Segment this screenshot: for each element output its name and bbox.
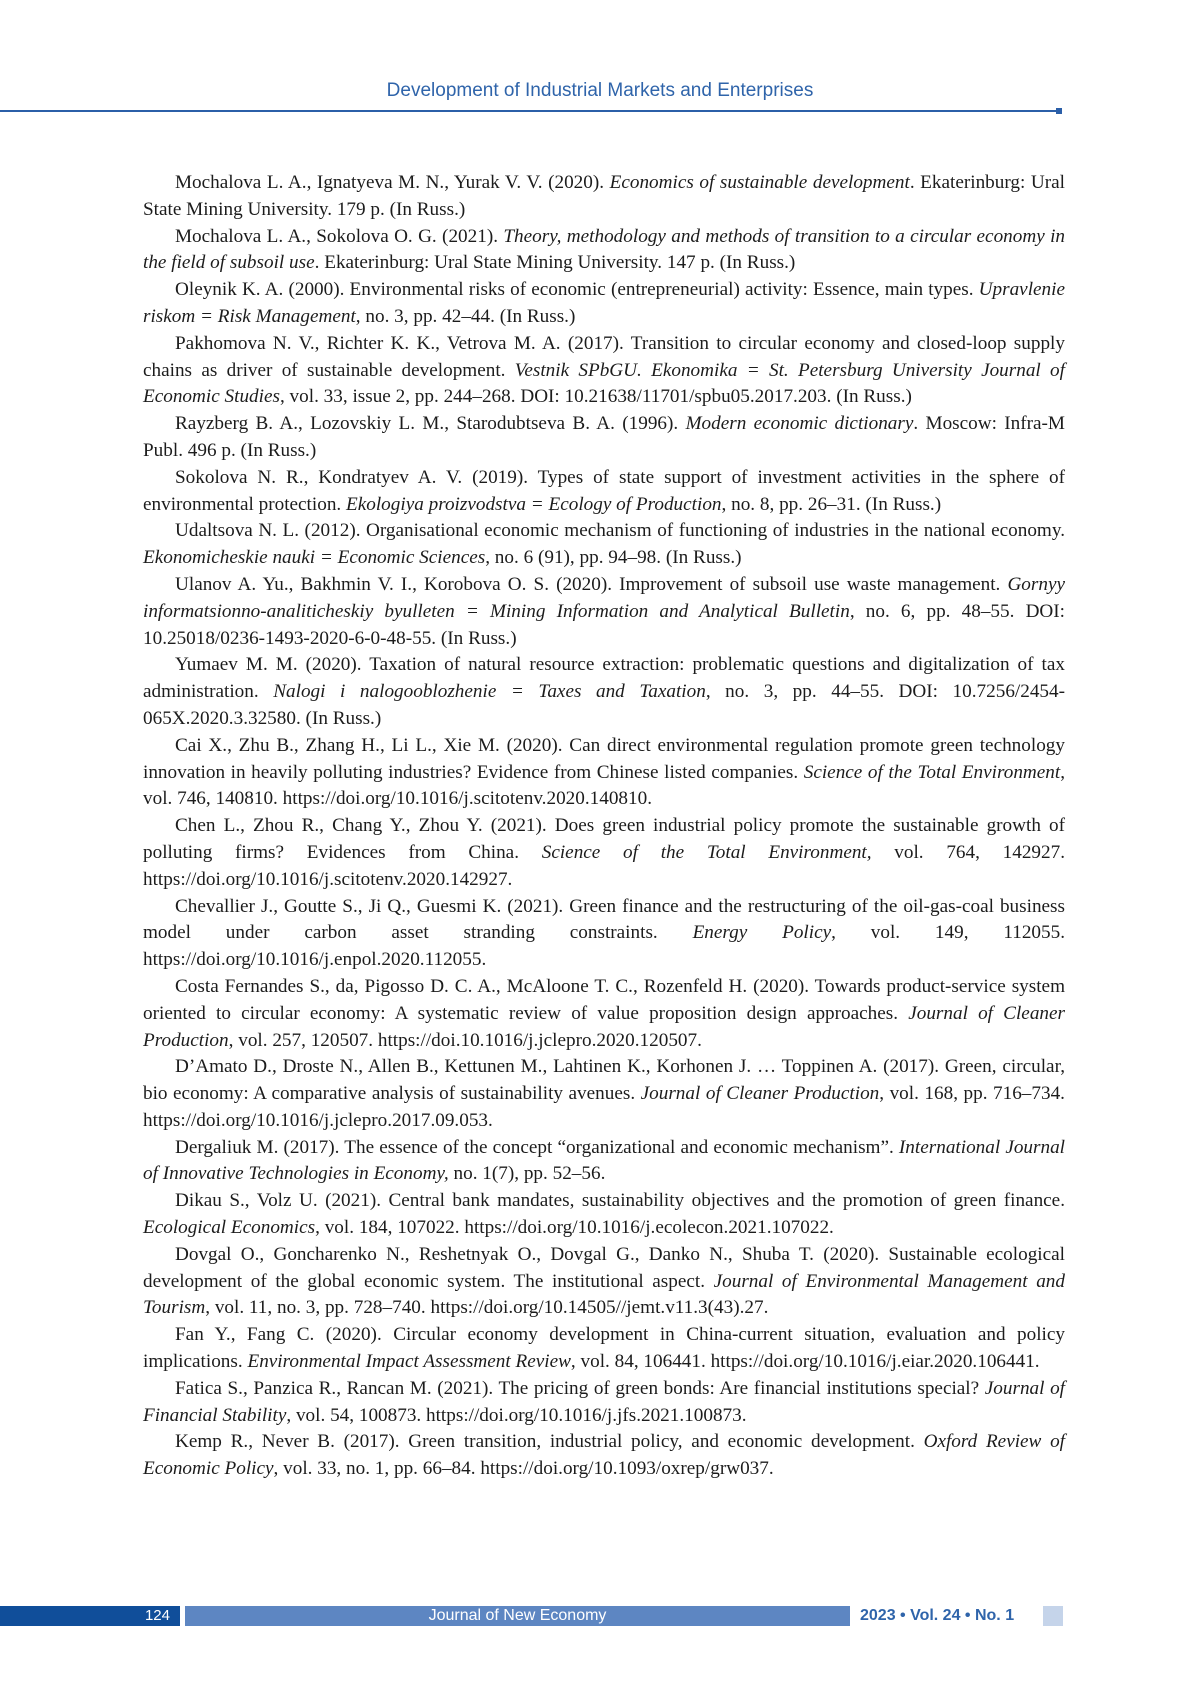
footer-left-bar	[0, 1606, 180, 1626]
reference-text: , vol. 33, no. 1, pp. 66–84. https://doi.org/10.1093/oxrep/grw037.	[273, 1458, 774, 1480]
reference-text: , vol. 746, 140810. https://doi.org/10.1016/j.scitotenv.2020.140810.	[143, 761, 1066, 810]
reference-source-title: Vestnik SPbGU. Ekonomika = St. Petersburg University Journal of Economic Studies	[143, 359, 1065, 408]
reference-source-title: Nalogi i nalogooblozhenie = Taxes and Taxation	[273, 681, 706, 703]
reference-entry	[143, 1135, 1065, 1189]
reference-text: , vol. 168, pp. 716–734. https://doi.org/10.1016/j.jclepro.2017.09.053.	[143, 1083, 1065, 1131]
reference-entry	[143, 1188, 1065, 1242]
reference-text: , vol. 257, 120507. https://doi.10.1016/j.jclepro.2020.120507.	[228, 1029, 702, 1051]
reference-text: , no. 3, pp. 44–55. DOI: 10.7256/2454-065X.2020.3.32580. (In Russ.)	[143, 681, 1066, 729]
reference-text: , vol. 54, 100873. https://doi.org/10.1016/j.jfs.2021.100873.	[286, 1404, 747, 1426]
reference-entry	[143, 277, 1065, 331]
reference-text: Yumaev M. M. (2020). Taxation of natural resource extraction: problematic questions and digitalization of tax administration.	[143, 654, 1065, 703]
running-header: Development of Industrial Markets and Enterprises	[386, 80, 814, 101]
reference-source-title: Gornyy informatsionno-analiticheskiy byulleten = Mining Information and Analytical Bulletin	[143, 573, 1065, 622]
reference-text: Fatica S., Panzica R., Rancan M. (2021). The pricing of green bonds: Are financial institutions special?	[175, 1377, 985, 1399]
reference-text: , vol. 184, 107022. https://doi.org/10.1016/j.ecolecon.2021.107022.	[315, 1217, 834, 1239]
reference-entry	[143, 1322, 1065, 1376]
reference-entry	[143, 572, 1065, 652]
reference-entry	[143, 1429, 1065, 1483]
reference-text: , no. 8, pp. 26–31. (In Russ.)	[721, 493, 942, 515]
page-number: 124	[144, 1607, 170, 1624]
reference-text: Chevallier J., Goutte S., Ji Q., Guesmi K. (2021). Green finance and the restructuring of the oil-gas-coal business model under carbon asset stranding constraints.	[143, 895, 1065, 944]
reference-text: , vol. 149, 112055. https://doi.org/10.1016/j.enpol.2020.112055.	[143, 922, 1065, 971]
reference-text: Sokolova N. R., Kondratyev A. V. (2019). Types of state support of investment activities in the sphere of environmental protection.	[143, 466, 1065, 515]
reference-text: . Ekaterinburg: Ural State Mining University. 147 p. (In Russ.)	[314, 252, 796, 274]
reference-text: Kemp R., Never B. (2017). Green transition, industrial policy, and economic development.	[175, 1431, 924, 1453]
reference-entry	[143, 974, 1065, 1054]
reference-text: Dovgal O., Goncharenko N., Reshetnyak O., Dovgal G., Danko N., Shuba T. (2020). Sustainable ecological development of the global economic system. The institutional aspect.	[143, 1243, 1065, 1292]
reference-text: Costa Fernandes S., da, Pigosso D. C. A., McAloone T. C., Rozenfeld H. (2020). Towards product-service system oriented to circular economy: A systematic review of value proposition design approaches.	[143, 975, 1065, 1024]
reference-text: , no. 3, pp. 42–44. (In Russ.)	[355, 305, 576, 327]
header-rule-end-square	[1056, 108, 1062, 114]
header-rule	[0, 110, 1058, 112]
reference-text: Mochalova L. A., Sokolova O. G. (2021).	[175, 225, 504, 247]
reference-text: Udaltsova N. L. (2012). Organisational economic mechanism of functioning of industries in the national economy.	[175, 520, 1065, 542]
reference-entry	[143, 331, 1065, 411]
reference-source-title: Economics of sustainable development	[609, 172, 910, 193]
reference-source-title: Journal of Environmental Management and Tourism	[143, 1270, 1065, 1319]
reference-text: D’Amato D., Droste N., Allen B., Kettunen M., Lahtinen K., Korhonen J. … Toppinen A. (2017). Green, circular, bio economy: A comparative analysis of sustainability avenues.	[143, 1056, 1065, 1105]
footer-end-square	[1043, 1606, 1063, 1626]
reference-text: Mochalova L. A., Ignatyeva M. N., Yurak V. V. (2020).	[175, 172, 610, 193]
reference-source-title: Journal of Financial Stability	[143, 1377, 1066, 1426]
reference-source-title: Science of the Total Environment,	[541, 841, 872, 863]
footer-journal-title: Journal of New Economy	[185, 1606, 850, 1626]
reference-text: Dergaliuk M. (2017). The essence of the concept “organizational and economic mechanism”.	[175, 1136, 899, 1158]
reference-text: . Ekaterinburg: Ural State Mining University. 179 p. (In Russ.)	[143, 172, 1065, 220]
page-footer	[0, 1606, 1200, 1626]
reference-text: Pakhomova N. V., Richter K. K., Vetrova M. A. (2017). Transition to circular economy and closed-loop supply chains as driver of sustainable development.	[143, 332, 1065, 381]
reference-source-title: Ekologiya proizvodstva = Ecology of Production	[346, 493, 722, 515]
reference-entry	[143, 1054, 1065, 1134]
reference-list	[143, 170, 1065, 1483]
reference-text: Ulanov A. Yu., Bakhmin V. I., Korobova O. S. (2020). Improvement of subsoil use waste management.	[175, 573, 1008, 595]
reference-text: , vol. 11, no. 3, pp. 728–740. https://doi.org/10.14505//jemt.v11.3(43).27.	[205, 1297, 769, 1319]
reference-entry	[143, 465, 1065, 519]
reference-source-title: Ekonomicheskie nauki = Economic Sciences	[143, 547, 486, 569]
reference-entry	[143, 224, 1065, 278]
reference-entry	[143, 813, 1065, 893]
reference-source-title: Upravlenie riskom = Risk Management	[143, 279, 1065, 327]
reference-text: no. 1(7), pp. 52–56.	[448, 1163, 606, 1185]
reference-entry	[143, 1376, 1065, 1430]
footer-issue: 2023 • Vol. 24 • No. 1	[860, 1607, 1015, 1624]
reference-text: Chen L., Zhou R., Chang Y., Zhou Y. (2021). Does green industrial policy promote the sustainable growth of polluting firms? Evidences from China.	[143, 815, 1065, 863]
reference-text: , no. 6 (91), pp. 94–98. (In Russ.)	[485, 547, 742, 569]
reference-source-title: Journal of Cleaner Production	[143, 1002, 1065, 1051]
reference-text: Dikau S., Volz U. (2021). Central bank mandates, sustainability objectives and the promotion of green finance.	[175, 1190, 1065, 1212]
reference-source-title: Science of the Total Environment	[803, 761, 1061, 783]
reference-text: , vol. 33, issue 2, pp. 244–268. DOI: 10.21638/11701/spbu05.2017.203. (In Russ.)	[279, 386, 912, 408]
reference-source-title: Energy Policy	[692, 922, 832, 944]
reference-text: Rayzberg B. A., Lozovskiy L. M., Starodubtseva B. A. (1996).	[175, 413, 686, 435]
reference-source-title: Ecological Economics	[143, 1217, 316, 1239]
reference-entry	[143, 1242, 1065, 1322]
reference-entry	[143, 652, 1065, 732]
reference-text: Cai X., Zhu B., Zhang H., Li L., Xie M. (2020). Can direct environmental regulation promote green technology innovation in heavily polluting industries? Evidence from Chinese listed companies.	[143, 734, 1065, 783]
reference-source-title: International Journal of Innovative Technologies in Economy,	[143, 1136, 1066, 1185]
reference-text: Oleynik K. A. (2000). Environmental risks of economic (entrepreneurial) activity: Essence, main types.	[175, 279, 979, 301]
reference-source-title: Environmental Impact Assessment Review	[247, 1351, 571, 1373]
reference-entry	[143, 733, 1065, 813]
reference-source-title: Modern economic dictionary	[685, 413, 914, 435]
reference-entry	[143, 518, 1065, 572]
reference-text: . Moscow: Infra-M Publ. 496 p. (In Russ.)	[143, 413, 1065, 461]
reference-text: , vol. 84, 106441. https://doi.org/10.1016/j.eiar.2020.106441.	[570, 1351, 1040, 1373]
reference-entry	[143, 411, 1065, 465]
reference-text: Fan Y., Fang C. (2020). Circular economy development in China-current situation, evaluation and policy implications.	[143, 1324, 1065, 1373]
reference-text: vol. 764, 142927. https://doi.org/10.1016/j.scitotenv.2020.142927.	[143, 841, 1065, 890]
reference-source-title: Oxford Review of Economic Policy	[143, 1431, 1065, 1480]
reference-source-title: Theory, methodology and methods of transition to a circular economy in the field of subsoil use	[143, 225, 1065, 274]
reference-entry	[143, 170, 1065, 224]
reference-entry	[143, 894, 1065, 974]
reference-source-title: Journal of Cleaner Production	[640, 1083, 880, 1105]
reference-text: , no. 6, pp. 48–55. DOI: 10.25018/0236-1493-2020-6-0-48-55. (In Russ.)	[143, 600, 1066, 649]
